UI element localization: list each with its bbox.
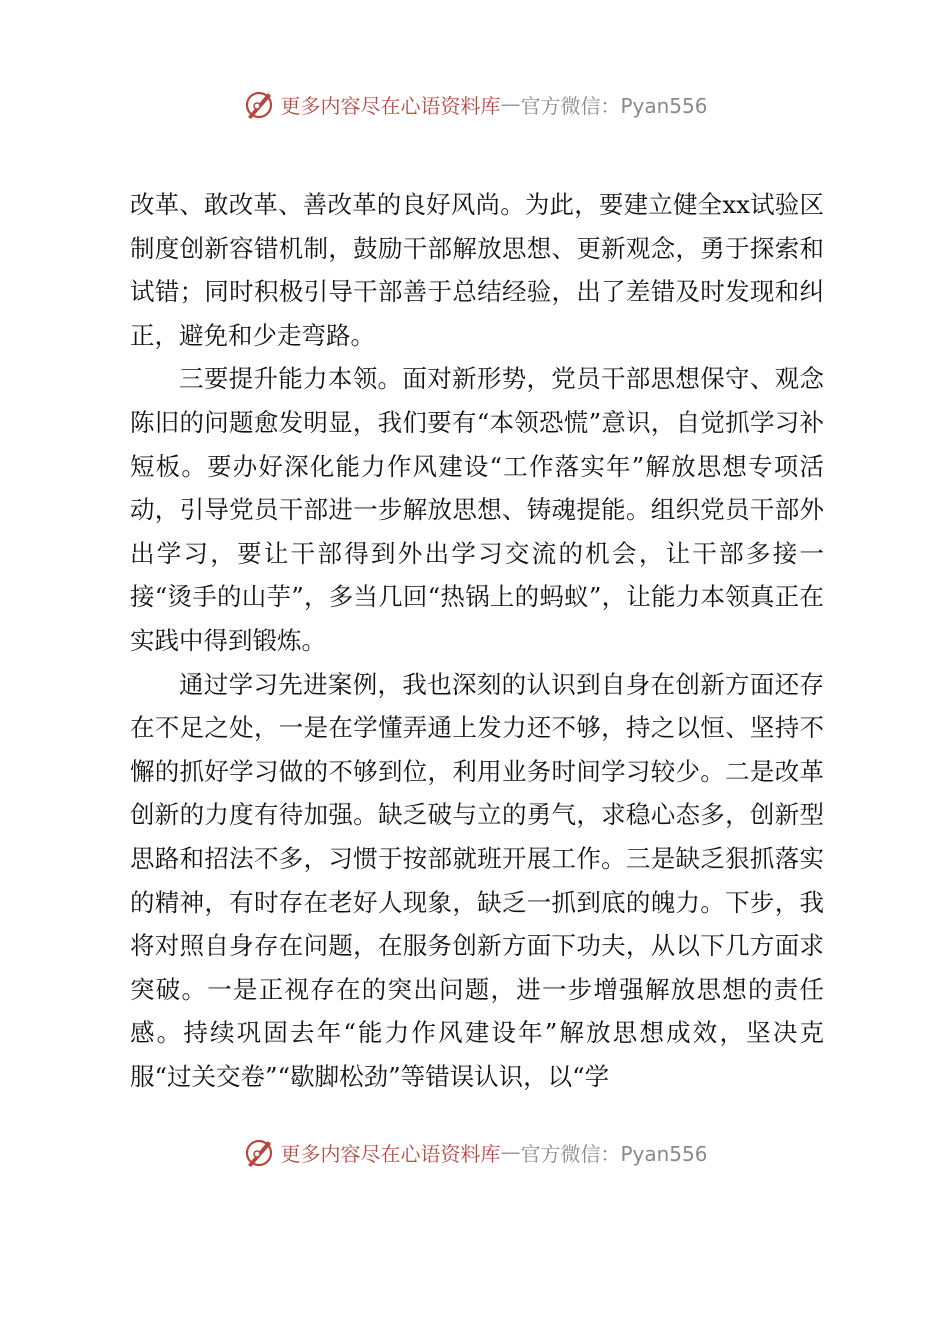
document-body	[130, 183, 824, 1098]
paragraph-1: 改革、敢改革、善改革的良好风尚。为此，要建立健全xx试验区制度创新容错机制，鼓励干部解放思想、更新观念，勇于探索和试错；同时积极引导干部善于总结经验，出了差错及时发现和纠正，避免和少走弯路。	[130, 190, 824, 350]
paragraph-2: 三要提升能力本领。面对新形势，党员干部思想保守、观念陈旧的问题愈发明显，我们要有“本领恐慌”意识，自觉抓学习补短板。要办好深化能力作风建设“工作落实年”解放思想专项活动，引导党员干部进一步解放思想、铸魂提能。组织党员干部外出学习，要让干部得到外出学习交流的机会，让干部多接一接“烫手的山芋”，多当几回“热锅上的蚂蚁”，让能力本领真正在实践中得到锻炼。	[130, 364, 824, 655]
banner-wechat-text: 官方微信：Pyan556	[520, 93, 708, 118]
paragraph-3: 通过学习先进案例，我也深刻的认识到自身在创新方面还存在不足之处，一是在学懂弄通上发力还不够，持之以恒、坚持不懈的抓好学习做的不够到位，利用业务时间学习较少。二是改革创新的力度有待加强。缺乏破与立的勇气，求稳心态多，创新型思路和招法不多，习惯于按部就班开展工作。三是缺乏狠抓落实的精神，有时存在老好人现象，缺乏一抓到底的魄力。下步，我将对照自身存在问题，在服务创新方面下功夫，从以下几方面求突破。一是正视存在的突出问题，进一步增强解放思想的责任感。持续巩固去年“能力作风建设年”解放思想成效，坚决克服“过关交卷”“歇脚松劲”等错误认识，以“学	[130, 669, 824, 1091]
banner-dash: —	[500, 92, 521, 116]
banner-wechat-text: 官方微信：Pyan556	[520, 1141, 708, 1166]
footer-watermark-banner	[0, 1132, 950, 1172]
pen-circle-logo-icon	[242, 87, 276, 121]
banner-dash: —	[500, 1140, 521, 1164]
banner-library-text: 更多内容尽在心语资料库	[280, 93, 501, 118]
header-watermark-banner	[0, 84, 950, 124]
banner-library-text: 更多内容尽在心语资料库	[280, 1141, 501, 1166]
pen-circle-logo-icon	[242, 1135, 276, 1169]
